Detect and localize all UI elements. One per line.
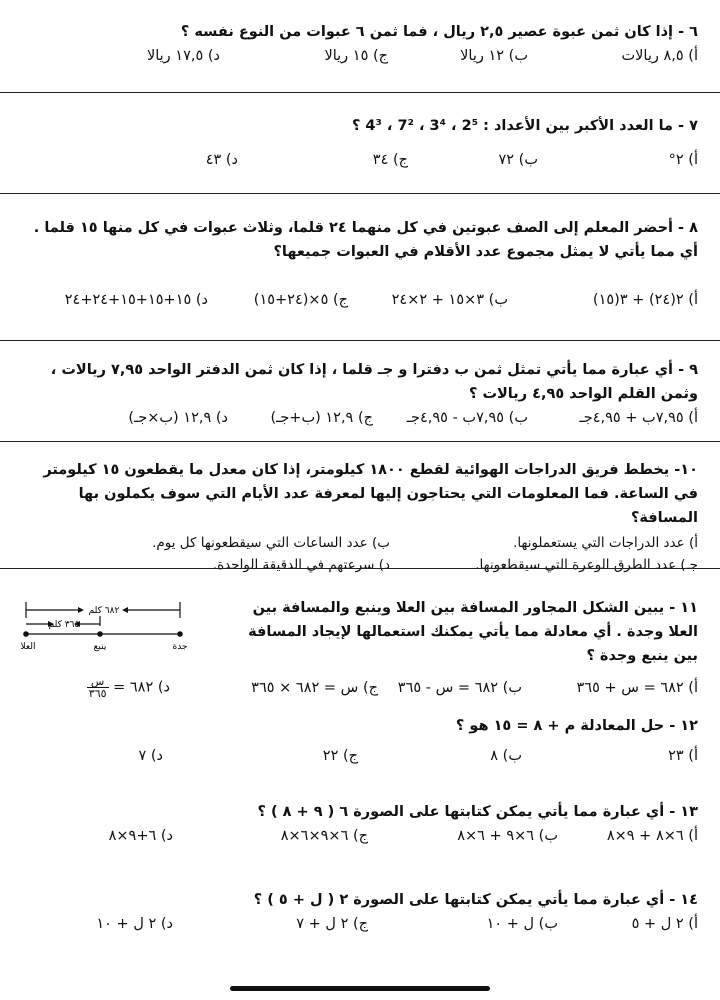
- q10-option-b: ب) عدد الساعات التي سيقطعونها كل يوم.: [152, 535, 390, 551]
- q11-option-d-label: د) ٦٨٢ =: [113, 679, 170, 696]
- question-8-text: ٨ - أحضر المعلم إلى الصف عبوتين في كل منهما ٢٤ قلما، وثلاث عبوات في كل منها ١٥ قلما . أي مما يأتي لا يمثل مجموع عدد الأقلام في العبوات جميعها؟: [33, 220, 698, 260]
- diagram-distance-long: ٦٨٢ كلم: [88, 606, 120, 616]
- q7-number-2: 3⁴: [429, 118, 446, 134]
- home-indicator[interactable]: [230, 986, 490, 991]
- q14-option-b: ب) ل + ١٠: [486, 916, 558, 932]
- diagram-distance-short: ٣٦٥ كلم: [48, 620, 80, 630]
- question-11-options: [30, 675, 698, 706]
- q10-option-a: أ) عدد الدراجات التي يستعملونها.: [513, 535, 698, 551]
- q11-option-b: ب) ٦٨٢ = س - ٣٦٥: [397, 680, 522, 696]
- fraction-denominator: ٣٦٥: [88, 687, 107, 700]
- distance-diagram: [18, 596, 198, 656]
- q11-option-a: أ) ٦٨٢ = س + ٣٦٥: [576, 680, 698, 696]
- q12-option-a: أ) ٢٣: [668, 748, 698, 764]
- diagram-city-ula: العلا: [20, 642, 36, 652]
- question-7: ٧ - ما العدد الأكبر بين الأعداد : 2⁵ ، 3⁴ ، 7² ، 4³ ؟ أ) ٢° ب) ٧٢ ج) ٣٤ د) ٤٣: [205, 118, 698, 168]
- question-14: [30, 888, 698, 942]
- q7-number-4: 4³: [365, 118, 382, 134]
- question-6-text: ٦ - إذا كان ثمن عبوة عصير ٢,٥ ريال ، فما ثمن ٦ عبوات من النوع نفسه ؟: [180, 24, 698, 40]
- q6-option-c: ج) ١٥ ريالا: [324, 48, 388, 64]
- question-12: [30, 714, 698, 774]
- q14-option-a: أ) ٢ ل + ٥: [631, 916, 698, 932]
- separator: [0, 441, 720, 442]
- q7-option-c: ج) ٣٤: [372, 152, 408, 168]
- q11-option-c: ج) س = ٦٨٢ × ٣٦٥: [251, 680, 378, 696]
- q12-option-b: ب) ٨: [490, 748, 522, 764]
- question-12-text: ١٢ - حل المعادلة م + ٨ = ١٥ هو ؟: [455, 718, 698, 734]
- q13-option-c: ج) ٦×٩×٦×٨: [280, 828, 368, 844]
- q7-option-b: ب) ٧٢: [498, 152, 538, 168]
- question-10: [30, 458, 698, 576]
- question-9: [30, 358, 698, 436]
- q8-option-c: ج) ٥×(٢٤+١٥): [253, 292, 348, 308]
- fraction-numerator: س: [87, 676, 109, 688]
- q9-option-a: أ) ٧,٩٥ب + ٤,٩٥جـ: [579, 410, 698, 426]
- q9-option-c: ج) ١٢,٩ (ب+جـ): [270, 410, 373, 426]
- question-10-text: ١٠- يخطط فريق الدراجات الهوائية لقطع ١٨٠٠ كيلومتر، إذا كان معدل ما يقطعون ١٥ كيلومتر في الساعة. فما المعلومات التي يحتاجون إليها لمعرفة عدد الأيام التي سوف يكملون بها المسافة؟: [43, 462, 698, 526]
- question-14-text: ١٤ - أي عبارة مما يأتي يمكن كتابتها على الصورة ٢ ( ل + ٥ ) ؟: [253, 892, 698, 908]
- q12-option-c: ج) ٢٢: [322, 748, 358, 764]
- q7-number-3: 7²: [397, 118, 414, 134]
- diagram-city-jeddah: جدة: [172, 642, 188, 652]
- q6-option-b: ب) ١٢ ريالا: [460, 48, 528, 64]
- separator: [0, 92, 720, 93]
- fraction: [87, 676, 109, 699]
- q6-option-d: د) ١٧,٥ ريالا: [146, 48, 220, 64]
- question-7-text: ٧ - ما العدد الأكبر بين الأعداد :: [483, 118, 698, 134]
- separator: [0, 568, 720, 569]
- question-13: [30, 800, 698, 854]
- q10-option-c: جـ) عدد الطرق الوعرة التي سيقطعونها.: [475, 557, 698, 573]
- question-11-text: ١١ - يبين الشكل المجاور المسافة بين العلا وينبع والمسافة بين العلا وجدة . أي معادلة مما يأتي يمكنك استعمالها لإيجاد المسافة بين ينبع وجدة ؟: [248, 600, 698, 664]
- q13-option-a: أ) ٦×٨ + ٩×٨: [606, 828, 698, 844]
- separator: [0, 340, 720, 341]
- q13-option-d: د) ٦+٩×٨: [108, 828, 173, 844]
- q8-option-d: د) ١٥+١٥+١٥+٢٤+٢٤: [64, 292, 208, 308]
- q12-option-d: د) ٧: [138, 748, 163, 764]
- q10-option-d: د) سرعتهم في الدقيقة الواحدة.: [212, 557, 390, 573]
- q9-option-b: ب) ٧,٩٥ب - ٤,٩٥جـ: [406, 410, 528, 426]
- q6-option-a: أ) ٨,٥ ريالات: [621, 48, 698, 64]
- q7-option-d: د) ٤٣: [205, 152, 238, 168]
- q14-option-d: د) ٢ ل + ١٠: [96, 916, 173, 932]
- q7-number-1: 2⁵: [461, 118, 479, 134]
- q11-option-d: [87, 676, 170, 699]
- question-9-text: ٩ - أي عبارة مما يأتي تمثل ثمن ب دفترا و جـ قلما ، إذا كان ثمن الدفتر الواحد ٧,٩٥ ريالات ، وثمن القلم الواحد ٤,٩٥ ريالات ؟: [50, 362, 698, 402]
- question-8: [30, 216, 698, 318]
- question-13-text: ١٣ - أي عبارة مما يأتي يمكن كتابتها على الصورة ٦ ( ٩ + ٨ ) ؟: [257, 804, 698, 820]
- q8-option-a: أ) ٢(٢٤) + ٣(١٥): [592, 292, 698, 308]
- q7-option-a: أ) ٢°: [668, 152, 698, 168]
- separator: [0, 193, 720, 194]
- q8-option-b: ب) ٣×١٥ + ٢×٢٤: [391, 292, 508, 308]
- question-11: [238, 596, 698, 668]
- q14-option-c: ج) ٢ ل + ٧: [296, 916, 368, 932]
- question-6: [30, 20, 698, 74]
- q13-option-b: ب) ٦×٩ + ٦×٨: [457, 828, 558, 844]
- q9-option-d: د) ١٢,٩ (ب×جـ): [128, 410, 228, 426]
- diagram-city-yanbu: ينبع: [93, 642, 107, 652]
- q7-suffix: ؟: [351, 118, 361, 134]
